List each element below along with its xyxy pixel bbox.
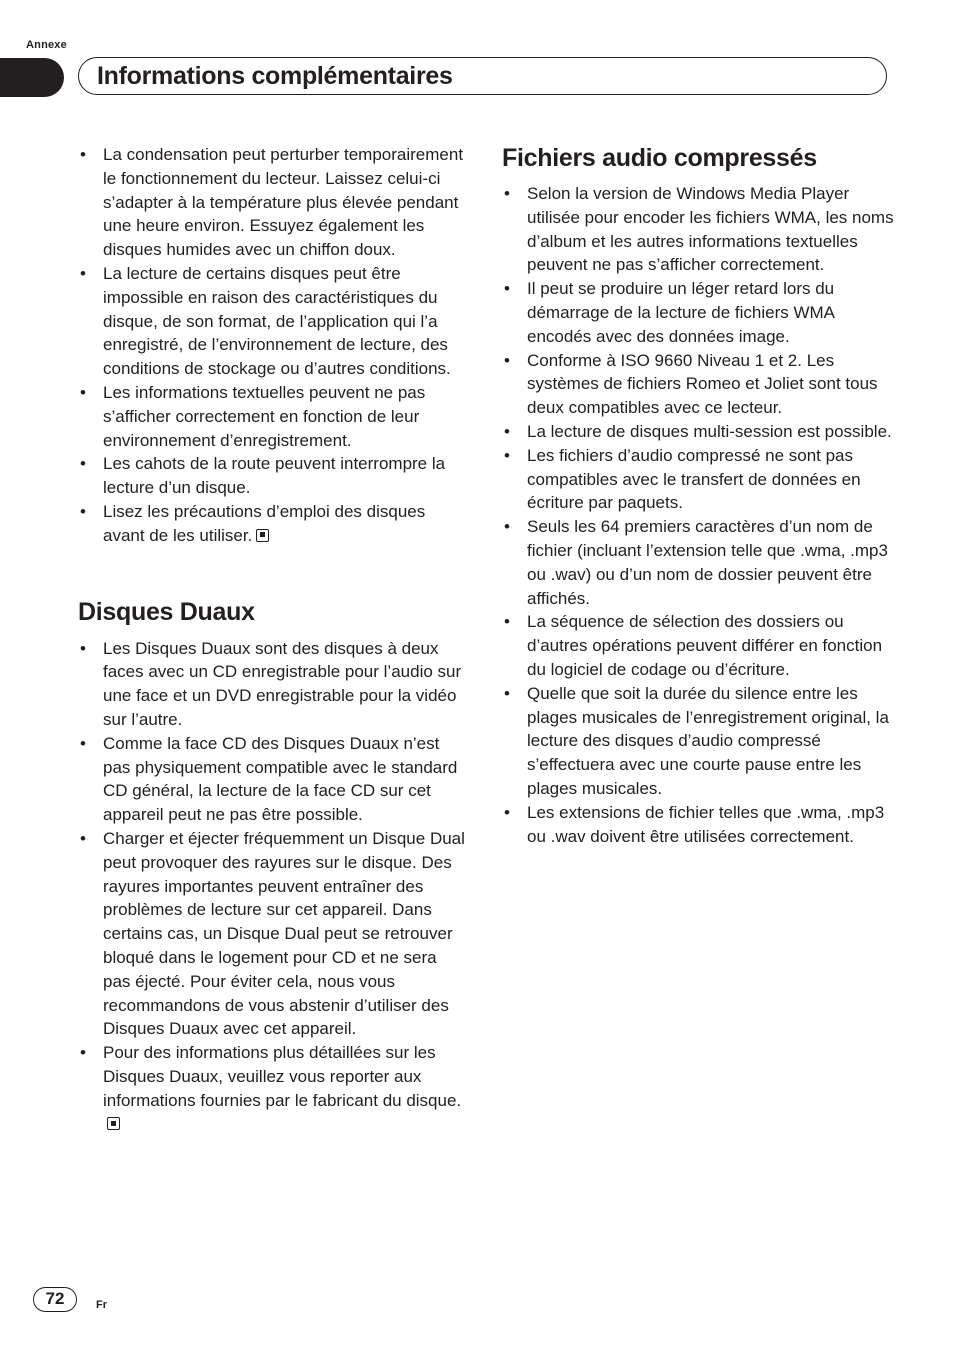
list-item: • Seuls les 64 premiers caractères d’un nom de fichier (incluant l’extension telle que .wma, .mp3 ou .wav) ou d’un nom de dossier peuvent être affichés. xyxy=(502,515,894,610)
dual-discs-list xyxy=(78,637,468,1137)
list-item: • Les cahots de la route peuvent interrompre la lecture d’un disque. xyxy=(78,452,468,500)
end-of-section-icon xyxy=(107,1117,120,1130)
right-column xyxy=(502,143,894,848)
chapter-header xyxy=(78,57,887,95)
compressed-audio-list xyxy=(502,182,894,848)
list-item: • La séquence de sélection des dossiers ou d’autres opérations peuvent différer en fonction du logiciel de codage ou d’écriture. xyxy=(502,610,894,681)
list-item: • Il peut se produire un léger retard lors du démarrage de la lecture de fichiers WMA encodés avec des données image. xyxy=(502,277,894,348)
language-code: Fr xyxy=(96,1299,107,1311)
list-item: • Selon la version de Windows Media Player utilisée pour encoder les fichiers WMA, les noms d’album et les autres informations textuelles peuvent ne pas s’afficher correctement. xyxy=(502,182,894,277)
list-item: • La lecture de certains disques peut être impossible en raison des caractéristiques du disque, de son format, de l’application qui l’a enregistré, de l’environnement de lecture, des conditions de stockage ou d’autres conditions. xyxy=(78,262,468,381)
list-item: • Charger et éjecter fréquemment un Disque Dual peut provoquer des rayures sur le disque. Des rayures importantes peuvent entraîner des problèmes de lecture sur cet appareil. Dans certains cas, un Disque Dual peut se retrouver bloqué dans le logement pour CD et ne sera pas éjecté. Pour éviter cela, nous vous recommandons de vous abstenir d’utiliser des Disques Duaux avec cet appareil. xyxy=(78,827,468,1041)
list-item: • La lecture de disques multi-session est possible. xyxy=(502,420,894,444)
list-item: • Les fichiers d’audio compressé ne sont pas compatibles avec le transfert de données en écriture par paquets. xyxy=(502,444,894,515)
list-item: • Lisez les précautions d’emploi des disques avant de les utiliser. xyxy=(78,500,468,548)
chapter-title: Informations complémentaires xyxy=(97,62,453,90)
section-tag: Annexe xyxy=(26,39,67,51)
end-of-section-icon xyxy=(256,529,269,542)
list-item: • Conforme à ISO 9660 Niveau 1 et 2. Les systèmes de fichiers Romeo et Joliet sont tous deux compatibles avec ce lecteur. xyxy=(502,349,894,420)
section-title-compressed-audio: Fichiers audio compressés xyxy=(502,144,817,172)
list-item: • La condensation peut perturber temporairement le fonctionnement du lecteur. Laissez celui-ci s’adapter à la température plus élevée pendant une heure environ. Essuyez également les disques humides avec un chiffon doux. xyxy=(78,143,468,262)
list-item: • Pour des informations plus détaillées sur les Disques Duaux, veuillez vous reporter aux informations fournies par le fabricant du disque. xyxy=(78,1041,468,1136)
section-title-dual-discs: Disques Duaux xyxy=(78,597,255,626)
list-item: • Les informations textuelles peuvent ne pas s’afficher correctement en fonction de leur environnement d’enregistrement. xyxy=(78,381,468,452)
left-column xyxy=(78,143,468,1136)
intro-list xyxy=(78,143,468,548)
list-item: • Les extensions de fichier telles que .wma, .mp3 ou .wav doivent être utilisées correctement. xyxy=(502,801,894,849)
list-item: • Les Disques Duaux sont des disques à deux faces avec un CD enregistrable pour l’audio sur une face et un DVD enregistrable pour la vidéo sur l’autre. xyxy=(78,637,468,732)
list-item: • Quelle que soit la durée du silence entre les plages musicales de l’enregistrement original, la lecture des disques d’audio compressé s’effectuera avec une courte pause entre les plages musicales. xyxy=(502,682,894,801)
chapter-tab-marker xyxy=(0,58,64,97)
list-item: • Comme la face CD des Disques Duaux n’est pas physiquement compatible avec le standard CD général, la lecture de la face CD sur cet appareil peut ne pas être possible. xyxy=(78,732,468,827)
page-number: 72 xyxy=(33,1287,77,1312)
